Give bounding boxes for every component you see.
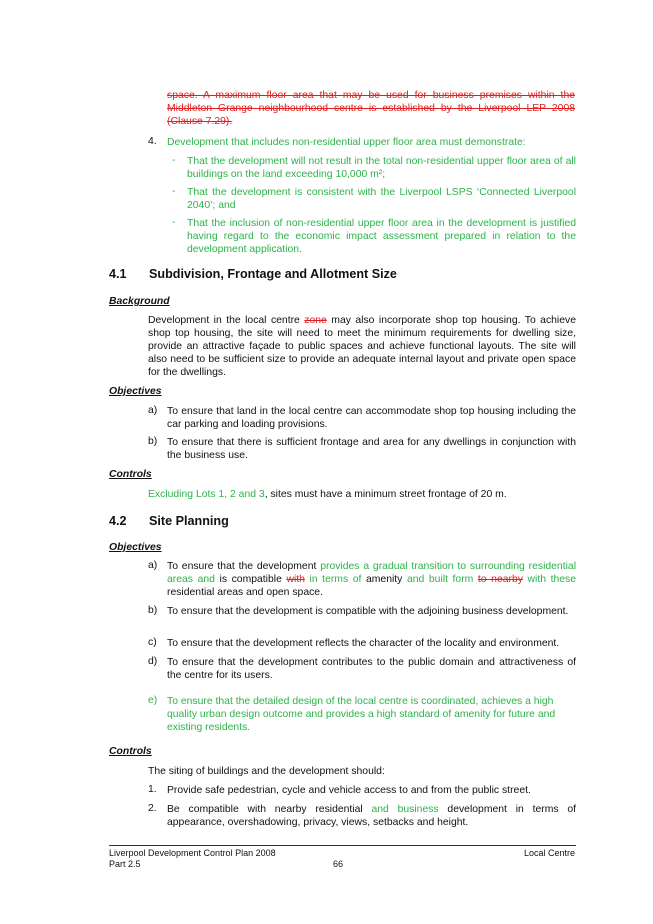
subheading-objectives: Objectives (109, 542, 162, 553)
list-marker: a) (148, 560, 158, 571)
list-marker: 4. (148, 136, 157, 147)
item-4-text: Development that includes non-residential upper floor area must demonstrate: (167, 137, 526, 148)
list-marker: b) (148, 605, 158, 616)
control-item: Provide safe pedestrian, cycle and vehicle access to and from the public street. (167, 785, 531, 796)
list-marker: e) (148, 695, 158, 706)
list-marker: 2. (148, 803, 157, 814)
bullet-dash: - (172, 186, 176, 197)
bullet-dash: - (172, 217, 176, 228)
objective-item: To ensure that the development contributes to the public domain and attractiveness of the centre for its users. (167, 657, 576, 681)
subheading-controls: Controls (109, 746, 152, 757)
section-title: Site Planning (149, 514, 229, 528)
footer-section: Local Centre (523, 848, 575, 858)
bullet-item: That the development is consistent with the Liverpool LSPS ‘Connected Liverpool 2040’; and (187, 187, 576, 211)
objective-item: To ensure that the development reflects the character of the locality and environment. (167, 638, 560, 649)
control-item: Be compatible with nearby residential and business development in terms of appearance, overshadowing, privacy, views, setbacks and height. (167, 804, 577, 828)
objective-item: To ensure that the development is compatible with the adjoining business development. (167, 606, 569, 617)
objective-item: To ensure that the development provides a gradual transition to surrounding residential areas and is compatible with in terms of amenity and built form to nearby with these residential areas and open space. (167, 561, 577, 598)
struck-paragraph: space. A maximum floor area that may be used for business premises within the Middleton Grange neighbourhood centre is established by the Liverpool LEP 2008 (Clause 7.29). (167, 90, 575, 127)
subheading-controls: Controls (109, 469, 152, 480)
list-marker: b) (148, 436, 158, 447)
list-marker: c) (148, 637, 157, 648)
section-number: 4.2 (109, 514, 127, 528)
objective-item: To ensure that land in the local centre can accommodate shop top housing including the car parking and loading provisions. (167, 406, 576, 430)
list-marker: a) (148, 405, 158, 416)
controls-paragraph: Excluding Lots 1, 2 and 3, sites must have a minimum street frontage of 20 m. (148, 489, 507, 500)
subheading-background: Background (109, 296, 170, 307)
section-number: 4.1 (109, 267, 127, 281)
bullet-item: That the development will not result in the total non-residential upper floor area of all buildings on the land exceeding 10,000 m²; (187, 156, 576, 180)
section-title: Subdivision, Frontage and Allotment Size (149, 267, 397, 281)
page-number: 66 (333, 859, 344, 869)
list-marker: 1. (148, 784, 157, 795)
background-paragraph: Development in the local centre zone may also incorporate shop top housing. To achieve shop top housing, the site will need to meet the minimum requirements for dwelling size, provide an attractive façade to public spaces and achieve functional layouts. The site will also need to be sufficient size to provide an adequate internal layout and private open space for the dwellings. (148, 315, 576, 378)
list-marker: d) (148, 656, 158, 667)
footer-part: Part 2.5 (109, 859, 141, 869)
objective-item: To ensure that there is sufficient frontage and area for any dwellings in conjunction with the business use. (167, 437, 576, 461)
bullet-item: That the inclusion of non-residential upper floor area in the development is justified having regard to the economic impact assessment prepared in relation to the development application. (187, 218, 576, 255)
bullet-dash: - (172, 155, 176, 166)
controls-intro: The siting of buildings and the development should: (148, 766, 385, 777)
footer-rule (109, 845, 576, 846)
footer-doc-title: Liverpool Development Control Plan 2008 (109, 848, 276, 858)
subheading-objectives: Objectives (109, 386, 162, 397)
objective-item: To ensure that the detailed design of the local centre is coordinated, achieves a high quality urban design outcome and provides a high standard of amenity for future and existing residents. (167, 696, 556, 733)
